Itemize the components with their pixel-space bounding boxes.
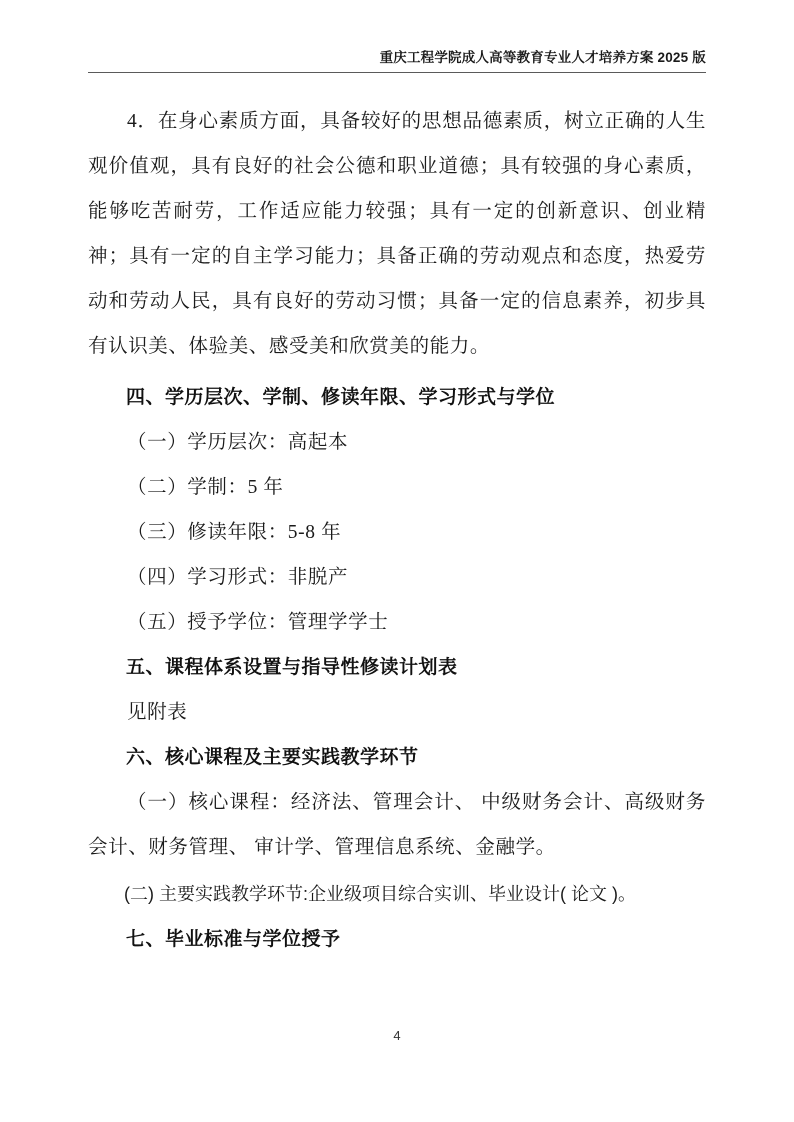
section-heading-6: 六、核心课程及主要实践教学环节 <box>126 747 419 768</box>
header-title: 重庆工程学院成人高等教育专业人才培养方案 2025 版 <box>379 50 706 65</box>
page-content <box>88 46 706 962</box>
section-6-item-1: （一）核心课程：经济法、管理会计、 中级财务会计、高级财务会计、财务管理、 审计学、管理信息系统、金融学。 <box>88 792 706 858</box>
section-5-item-1: 见附表 <box>127 702 188 723</box>
section-heading-4: 四、学历层次、学制、修读年限、学习形式与学位 <box>126 387 556 408</box>
section-4-item-4: （四）学习形式：非脱产 <box>127 567 349 588</box>
section-4-item-3: （三）修读年限：5-8 年 <box>127 522 342 543</box>
page-header <box>88 46 706 72</box>
section-4-item-2: （二）学制：5 年 <box>127 477 284 498</box>
page-number: 4 <box>393 1028 401 1043</box>
section-4-item-1: （一）学历层次：高起本 <box>127 432 349 453</box>
header-divider <box>88 72 706 73</box>
section-6-item-2: (二) 主要实践教学环节:企业级项目综合实训、毕业设计( 论文 )。 <box>124 884 636 904</box>
paragraph-quality-item-4: 4．在身心素质方面，具备较好的思想品德素质，树立正确的人生观价值观，具有良好的社会公德和职业道德；具有较强的身心素质，能够吃苦耐劳，工作适应能力较强；具有一定的创新意识、创业精神；具有一定的自主学习能力；具备正确的劳动观点和态度，热爱劳动和劳动人民，具有良好的劳动习惯；具备一定的信息素养，初步具有认识美、体验美、感受美和欣赏美的能力。 <box>88 111 706 357</box>
section-heading-5: 五、课程体系设置与指导性修读计划表 <box>126 657 458 678</box>
section-4-item-5: （五）授予学位：管理学学士 <box>127 612 389 633</box>
section-heading-7: 七、毕业标准与学位授予 <box>126 929 341 950</box>
